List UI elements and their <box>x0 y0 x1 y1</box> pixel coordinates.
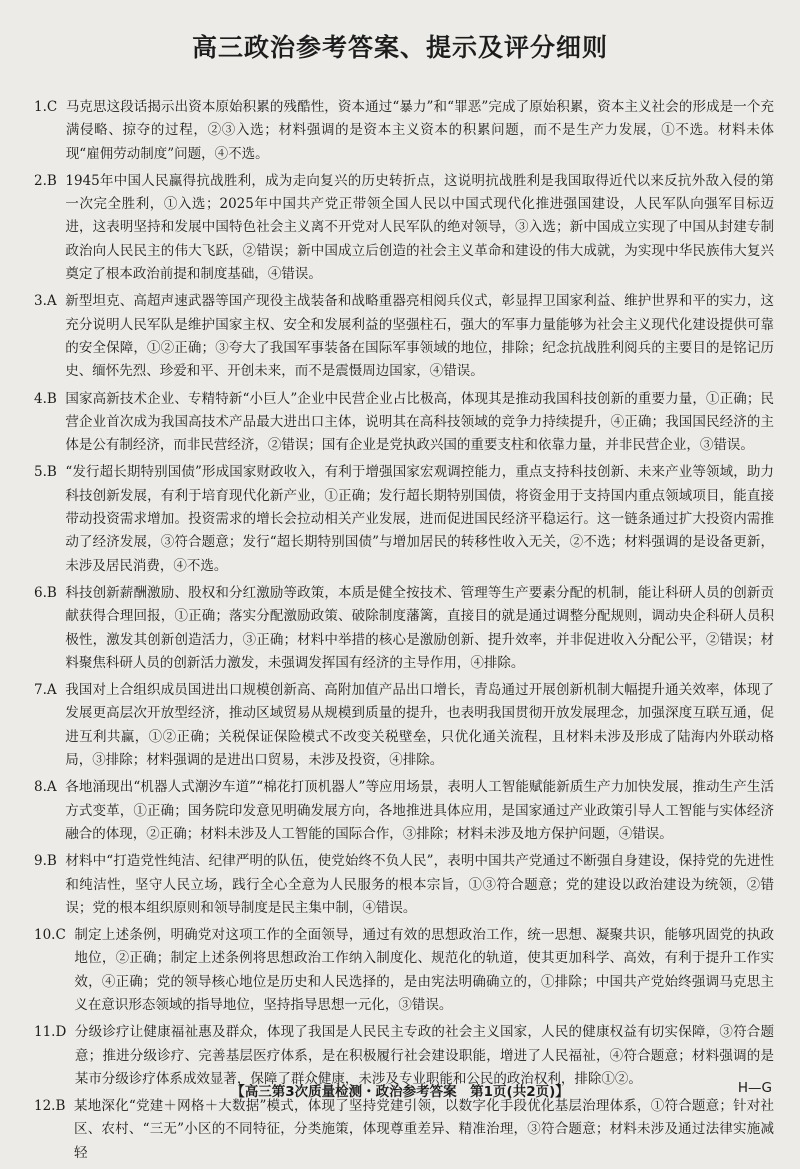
answer-item-4 <box>34 388 774 458</box>
answer-text: 1945年中国人民赢得抗战胜利，成为走向复兴的历史转折点，这说明抗战胜利是我国取得近代以来反抗外敌入侵的第一次完全胜利，①入选；2025年中国共产党正带领全国人民以中国式现代化推进强国建设，人民军队向强军目标迈进，这表明坚持和发展中国特色社会主义离不开党对人民军队的绝对领导，③入选；新中国成立实现了中国从封建专制政治向人民民主的伟大飞跃，②错误；新中国成立后创造的社会主义革命和建设的伟大成就，为实现中华民族伟大复兴奠定了根本政治前提和制度基础，④错误。 <box>65 172 774 283</box>
answer-item-9 <box>34 850 774 920</box>
answer-text: 马克思这段话揭示出资本原始积累的残酷性，资本通过“暴力”和“罪恶”完成了原始积累，资本主义社会的形成是一个充满侵略、掠夺的过程，②③入选；材料强调的是资本主义资本的积累问题，而不是生产力发展，①不选。材料未体现“雇佣劳动制度”问题，④不选。 <box>65 99 774 162</box>
answer-text: 制定上述条例，明确党对这项工作的全面领导，通过有效的思想政治工作，统一思想、凝聚共识，能够巩固党的执政地位，②正确；制定上述条例将思想政治工作纳入制度化、规范化的轨道，使其更加科学、高效，有利于提升工作实效，④正确；党的领导核心地位是历史和人民选择的，是由宪法明确确立的，①排除；中国共产党始终强调马克思主义在意识形态领域的指导地位，坚持指导思想一元化，③错误。 <box>74 927 774 1013</box>
answer-item-6 <box>34 582 774 675</box>
answer-number: 1.C <box>34 99 58 115</box>
answer-text: 分级诊疗让健康福祉惠及群众，体现了我国是人民民主专政的社会主义国家，人民的健康权益有切实保障，③符合题意；推进分级诊疗、完善基层医疗体系，是在积极履行社会建设职能，增进了人民福祉，④符合题意；材料强调的是某市分级诊疗体系成效显著，保障了群众健康，未涉及专业职能和公民的政治权利，排除①②。 <box>74 1024 774 1087</box>
answer-text: 各地涌现出“机器人式潮汐车道”“棉花打顶机器人”等应用场景，表明人工智能赋能新质生产力加快发展，推动生产生活方式变革，①正确；国务院印发意见明确发展方向，各地推进具体应用，是国家通过产业政策引导人工智能与实体经济融合的体现，②正确；材料未涉及人工智能的国际合作，③排除；材料未涉及地方保护问题，④错误。 <box>65 779 774 842</box>
answer-item-8 <box>34 776 774 846</box>
page-footer: 【高三第3次质量检测・政治参考答案 第1页(共2页)】 <box>231 1084 569 1100</box>
answer-item-10 <box>34 924 774 1017</box>
answer-item-2 <box>34 170 774 286</box>
answer-text: 某地深化“党建＋网格＋大数据”模式，体现了坚持党建引领，以数字化手段优化基层治理体系，①符合题意；针对社区、农村、“三无”小区的不同特征，分类施策，体现尊重差异、精准治理，③符合题意；材料未涉及通过法律实施减轻 <box>73 1098 774 1161</box>
answer-number: 12.B <box>34 1098 66 1115</box>
answer-number: 5.B <box>34 464 57 481</box>
answer-number: 11.D <box>34 1024 67 1041</box>
answer-number: 2.B <box>34 172 57 189</box>
answer-text: 新型坦克、高超声速武器等国产现役主战装备和战略重器亮相阅兵仪式，彰显捍卫国家利益、维护世界和平的实力，这充分说明人民军队是维护国家主权、安全和发展利益的坚强柱石，强大的军事力量能够为社会主义现代化建设提供可靠的安全保障，①②正确；③夸大了我国军事装备在国际军事领域的地位，排除；纪念抗战胜利阅兵的主要目的是铭记历史、缅怀先烈、珍爱和平、开创未来，而不是震慑周边国家，④错误。 <box>65 293 774 380</box>
answer-number: 6.B <box>34 584 57 601</box>
answer-item-12 <box>34 1095 774 1165</box>
answer-number: 7.A <box>34 682 57 699</box>
answer-text: 材料中“打造党性纯洁、纪律严明的队伍，使党始终不负人民”，表明中国共产党通过不断强自身建设，保持党的先进性和纯洁性，坚守人民立场，践行全心全意为人民服务的根本宗旨，①③符合题意；党的建设以政治建设为统领，②错误；党的根本组织原则和领导制度是民主集中制，④错误。 <box>65 853 774 916</box>
answer-number: 4.B <box>34 390 57 407</box>
answer-item-3 <box>34 290 774 383</box>
page-title: 高三政治参考答案、提示及评分细则 <box>191 33 608 62</box>
answer-item-1 <box>34 96 774 166</box>
answer-text: 我国对上合组织成员国进出口规模创新高、高附加值产品出口增长，青岛通过开展创新机制大幅提升通关效率，体现了发展更高层次开放型经济，推动区域贸易从规模到质量的提升，也表明我国贯彻开放发展理念，加强深度互联互通，促进互利共赢，①②正确；关税保证保险模式不改变关税壁垒，只优化通关流程，且材料未涉及形成了陆海内外联动格局，③排除；材料强调的是进出口贸易，未涉及投资，④排除。 <box>65 682 774 769</box>
answer-number: 9.B <box>34 853 57 870</box>
answer-number: 8.A <box>34 779 57 796</box>
answer-number: 3.A <box>34 293 57 310</box>
answer-number: 10.C <box>34 927 66 944</box>
answer-text: 国家高新技术企业、专精特新“小巨人”企业中民营企业占比极高，体现其是推动我国科技创新的重要力量，①正确；民营企业首次成为我国高技术产品最大进出口主体，说明其在高科技领域的竞争力持续提升，④正确；我国国民经济的主体是公有制经济，而非民营经济，②错误；国有企业是党执政兴国的重要支柱和依靠力量，并非民营企业，③错误。 <box>65 390 774 454</box>
answer-text: 科技创新薪酬激励、股权和分红激励等政策，本质是健全按技术、管理等生产要素分配的机制，能让科研人员的创新贡献获得合理回报，①正确；落实分配激励政策、破除制度藩篱，直接目的就是通过调整分配规则，调动央企科研人员积极性，激发其创新创造活力，③正确；材料中举措的核心是激励创新、提升效率，并非促进收入分配公平，②错误；材料聚焦科研人员的创新活力激发，未强调发挥国有经济的主导作用，④排除。 <box>65 584 774 671</box>
answer-text: “发行超长期特别国债”形成国家财政收入，有利于增强国家宏观调控能力，重点支持科技创新、未来产业等领域，助力科技创新发展，有利于培育现代化新产业，①正确；发行超长期特别国债，将资金用于支持国内重点领域项目，能直接带动投资需求增加。投资需求的增长会拉动相关产业发展，进而促进国民经济平稳运行。这一链条通过扩大投资内需推动了经济发展，③符合题意；发行“超长期特别国债”与增加居民的转移性收入无关，②不选；材料强调的是设备更新，未涉及居民消费，④不选。 <box>65 464 774 574</box>
answer-item-7 <box>34 679 774 772</box>
answer-list <box>34 96 774 1169</box>
answer-item-5 <box>34 461 774 577</box>
paper-code: H—G <box>737 1080 772 1096</box>
